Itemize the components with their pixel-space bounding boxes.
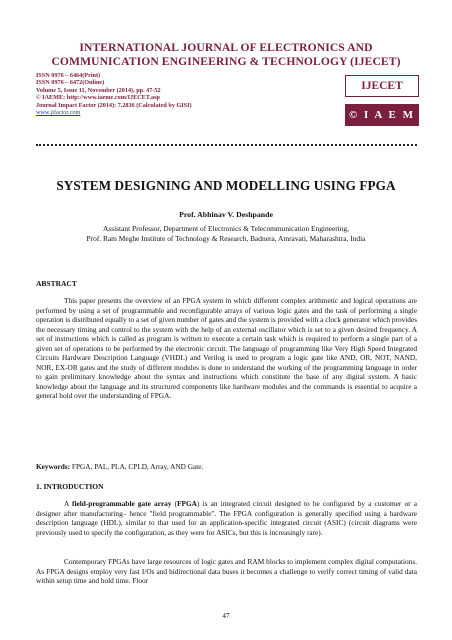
- impact-factor: Journal Impact Factor (2014): 7.2836 (Calculated by GISI): [36, 101, 192, 109]
- intro-p1-mid: (: [171, 499, 178, 508]
- journal-title-line1: INTERNATIONAL JOURNAL OF ELECTRONICS AND: [79, 41, 373, 54]
- header-divider: [36, 144, 417, 146]
- intro-term-fpga: FPGA: [177, 499, 197, 508]
- intro-term-fpga-full: field-programmable gate array: [72, 499, 172, 508]
- issn-print: ISSN 0976 – 6464(Print): [36, 72, 101, 79]
- author-affiliation: [0, 224, 452, 244]
- keywords-text: FPGA, PAL, PLA, CPLD, Array, AND Gate.: [71, 462, 204, 471]
- affiliation-line2: Prof. Ram Meghe Institute of Technology & Research, Badnera, Amravati, Maharashtra, India: [86, 234, 366, 243]
- journal-title: [0, 41, 452, 69]
- keywords: [36, 462, 203, 471]
- abstract-text: This paper presents the overview of an FPGA system in which different complex arithmetic and logical operations are performed by using a set of programmable and reconfigurable arrays of various logic gates and the task of performing a single operation is distributed equally to a set of given number of gates and the system is provided with a clock generator which provides the necessary timing and control to the system with the help of an external oscillator which is set to a given desired frequency. A set of instructions which is called as program is written to execute a certain task which is required to perform a single part of a given set of operations to be performed by the electronic circuit. The language of programming like Very High Speed Integrated Circuits Hardware Description Language (VHDL) and Verilog is used to program a logic gate like AND, OR, NOT, NAND, NOR, EX-OR gates and the study of different modules is done to understand the working of the programming language in order to gain preliminary knowledge about the syntax and instructions which constitute the base of any digital system. A basic knowledge about the language and its structured components like hardware modules and the commands is essential to acquire a general hold over the understanding of FPGA.: [36, 296, 417, 401]
- author-name: Prof. Abhinav V. Deshpande: [179, 210, 273, 219]
- journal-meta: [36, 72, 296, 116]
- copyright-url: © IAEME: http://www.iaeme.com/IJECET.asp: [36, 94, 160, 102]
- issn-online: ISSN 0976 – 6472(Online): [36, 79, 105, 87]
- section-introduction-heading: 1. INTRODUCTION: [36, 482, 104, 491]
- page-number: 47: [222, 612, 230, 620]
- keywords-label: Keywords:: [36, 462, 71, 471]
- website-link[interactable]: www.jifactor.com: [36, 109, 81, 117]
- abstract-heading: ABSTRACT: [36, 279, 77, 288]
- intro-paragraph-2: Contemporary FPGAs have large resources of logic gates and RAM blocks to implement complex digital computations. As FPGA designs employ very fast I/Os and bidirectional data buses it becomes a challenge to verify correct timing of valid data within setup time and hold time. Floor: [36, 557, 417, 586]
- paper-title: SYSTEM DESIGNING AND MODELLING USING FPGA: [56, 178, 396, 193]
- publisher-logo-iaeme: © I A E M E: [345, 104, 419, 126]
- intro-p1-pre: A: [64, 499, 73, 508]
- intro-p1-post: ) is an integrated circuit designed to be configured by a customer or a designer after manufacturing– hence "field programmable". The FPGA configuration is generally specified using a hardware description language (HDL), similar to that used for an application-specific integrated circuit (ASIC) (circuit diagrams were previously used to specify the configuration, as they were for ASICs, but this is increasingly rare).: [36, 499, 417, 537]
- journal-title-line2: COMMUNICATION ENGINEERING & TECHNOLOGY (IJECET): [51, 55, 401, 68]
- affiliation-line1: Assistant Professor, Department of Electronics & Telecommunication Engineering,: [103, 224, 349, 233]
- intro-paragraph-1: [36, 499, 417, 537]
- journal-logo-ijecet: IJECET: [345, 75, 419, 97]
- volume-info: Volume 5, Issue 11, November (2014), pp. 47-52: [36, 86, 161, 94]
